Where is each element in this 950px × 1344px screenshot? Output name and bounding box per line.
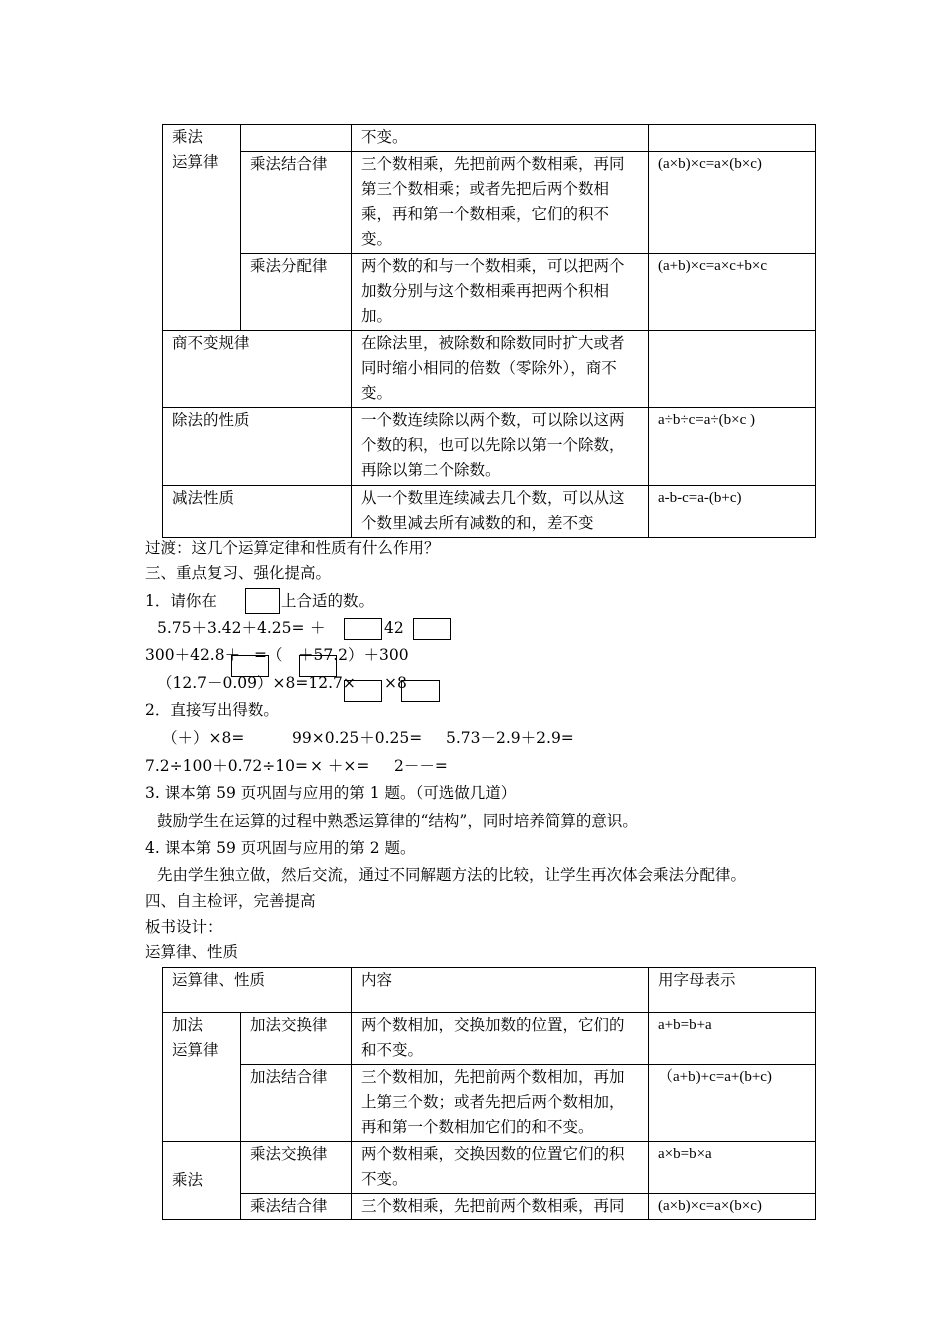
question-2: 2．直接写出得数。 — [145, 701, 279, 719]
equation-1-plus: ＋ — [310, 619, 326, 637]
category-cell: 除法的性质 — [163, 408, 352, 486]
content-cell: 两个数相加，交换加数的位置，它们的 和不变。 — [352, 1013, 649, 1065]
content-cell: 在除法里，被除数和除数同时扩大或者 同时缩小相同的倍数（零除外），商不 变。 — [352, 331, 649, 408]
formula-cell: a×b=b×a — [649, 1142, 816, 1194]
content-cell: 从一个数里连续减去几个数，可以从这 个数里减去所有减数的和，差不变 — [352, 486, 649, 538]
content-cell: 三个数相乘，先把前两个数相乘，再同 第三个数相乘；或者先把后两个数相 乘，再和第一个数相乘，它们的积不 变。 — [352, 152, 649, 254]
board-title: 运算律、性质 — [145, 943, 239, 961]
section-3-heading: 三、重点复习、强化提高。 — [145, 564, 332, 582]
answer-box[interactable] — [344, 618, 382, 640]
answer-box[interactable] — [245, 588, 280, 614]
category-cell-mul: 乘法 运算律 — [163, 125, 241, 331]
question-1-suffix: 上合适的数。 — [281, 592, 375, 610]
equation-1-left: 5.75＋3.42＋4.25= — [157, 619, 305, 637]
law-table-top — [162, 124, 816, 538]
content-cell: 三个数相乘，先把前两个数相乘，再同 — [352, 1194, 649, 1220]
equation-3-left: （12.7－0.09）×8=12.7× — [157, 674, 356, 692]
answer-box[interactable] — [401, 680, 440, 702]
calc-item: 2－－= — [394, 757, 448, 775]
calc-item: 7.2÷100＋0.72÷10= — [145, 757, 308, 775]
content-cell: 一个数连续除以两个数，可以除以这两 个数的积，也可以先除以第一个除数， 再除以第二个除数。 — [352, 408, 649, 486]
category-cell: 减法性质 — [163, 486, 352, 538]
formula-cell: (a+b)×c=a×c+b×c — [649, 254, 816, 331]
content-cell: 三个数相加，先把前两个数相加，再加 上第三个数；或者先把后两个数相加， 再和第一个数相加它们的和不变。 — [352, 1065, 649, 1142]
content-cell: 两个数相乘，交换因数的位置它们的积 不变。 — [352, 1142, 649, 1194]
calc-item: 99×0.25＋0.25= — [292, 729, 423, 747]
calc-item: 5.73－2.9＋2.9= — [446, 729, 574, 747]
question-4: 4. 课本第 59 页巩固与应用的第 2 题。 — [145, 839, 416, 857]
sub-cell: 乘法结合律 — [241, 1194, 352, 1220]
transition-line: 过渡：这几个运算定律和性质有什么作用？ — [145, 539, 440, 557]
category-cell-add: 加法 运算律 — [163, 1013, 241, 1142]
content-cell: 两个数的和与一个数相乘，可以把两个 加数分别与这个数相乘再把两个积相 加。 — [352, 254, 649, 331]
header-cell: 运算律、性质 — [163, 968, 352, 1013]
question-3-note: 鼓励学生在运算的过程中熟悉运算律的“结构”，同时培养简算的意识。 — [157, 812, 638, 830]
equation-2-left: 300＋42.8＋ — [145, 646, 241, 664]
equation-3-right: ×8 — [384, 674, 407, 692]
sub-cell: 乘法分配律 — [241, 254, 352, 331]
sub-cell — [241, 125, 352, 152]
formula-cell: （a+b)+c=a+(b+c) — [649, 1065, 816, 1142]
question-1-prefix: 1．请你在 — [145, 592, 217, 610]
calc-item: （＋）×8= — [162, 729, 245, 747]
calc-item: × ＋×= — [310, 757, 370, 775]
question-3: 3. 课本第 59 页巩固与应用的第 1 题。（可选做几道） — [145, 784, 517, 802]
formula-cell: a-b-c=a-(b+c) — [649, 486, 816, 538]
formula-cell: (a×b)×c=a×(b×c) — [649, 152, 816, 254]
formula-cell — [649, 331, 816, 408]
sub-cell: 乘法交换律 — [241, 1142, 352, 1194]
question-4-note: 先由学生独立做，然后交流，通过不同解题方法的比较，让学生再次体会乘法分配律。 — [157, 866, 747, 884]
equation-2-right: ＋57.2）＋300 — [298, 646, 409, 664]
header-cell: 用字母表示 — [649, 968, 816, 1013]
category-cell-mul: 乘法 — [163, 1142, 241, 1220]
category-cell: 商不变规律 — [163, 331, 352, 408]
sub-cell: 乘法结合律 — [241, 152, 352, 254]
law-table-bottom — [162, 967, 816, 1220]
board-design-label: 板书设计： — [145, 918, 223, 936]
formula-cell: a÷b÷c=a÷(b×c ) — [649, 408, 816, 486]
header-cell: 内容 — [352, 968, 649, 1013]
content-cell: 不变。 — [352, 125, 649, 152]
answer-box[interactable] — [344, 680, 382, 702]
sub-cell: 加法结合律 — [241, 1065, 352, 1142]
sub-cell: 加法交换律 — [241, 1013, 352, 1065]
section-4-heading: 四、自主检评，完善提高 — [145, 892, 316, 910]
formula-cell: a+b=b+a — [649, 1013, 816, 1065]
equation-2-mid: =（ — [254, 646, 283, 664]
formula-cell — [649, 125, 816, 152]
formula-cell: (a×b)×c=a×(b×c) — [649, 1194, 816, 1220]
equation-1-num: 42 — [384, 619, 404, 637]
answer-box[interactable] — [413, 618, 451, 640]
